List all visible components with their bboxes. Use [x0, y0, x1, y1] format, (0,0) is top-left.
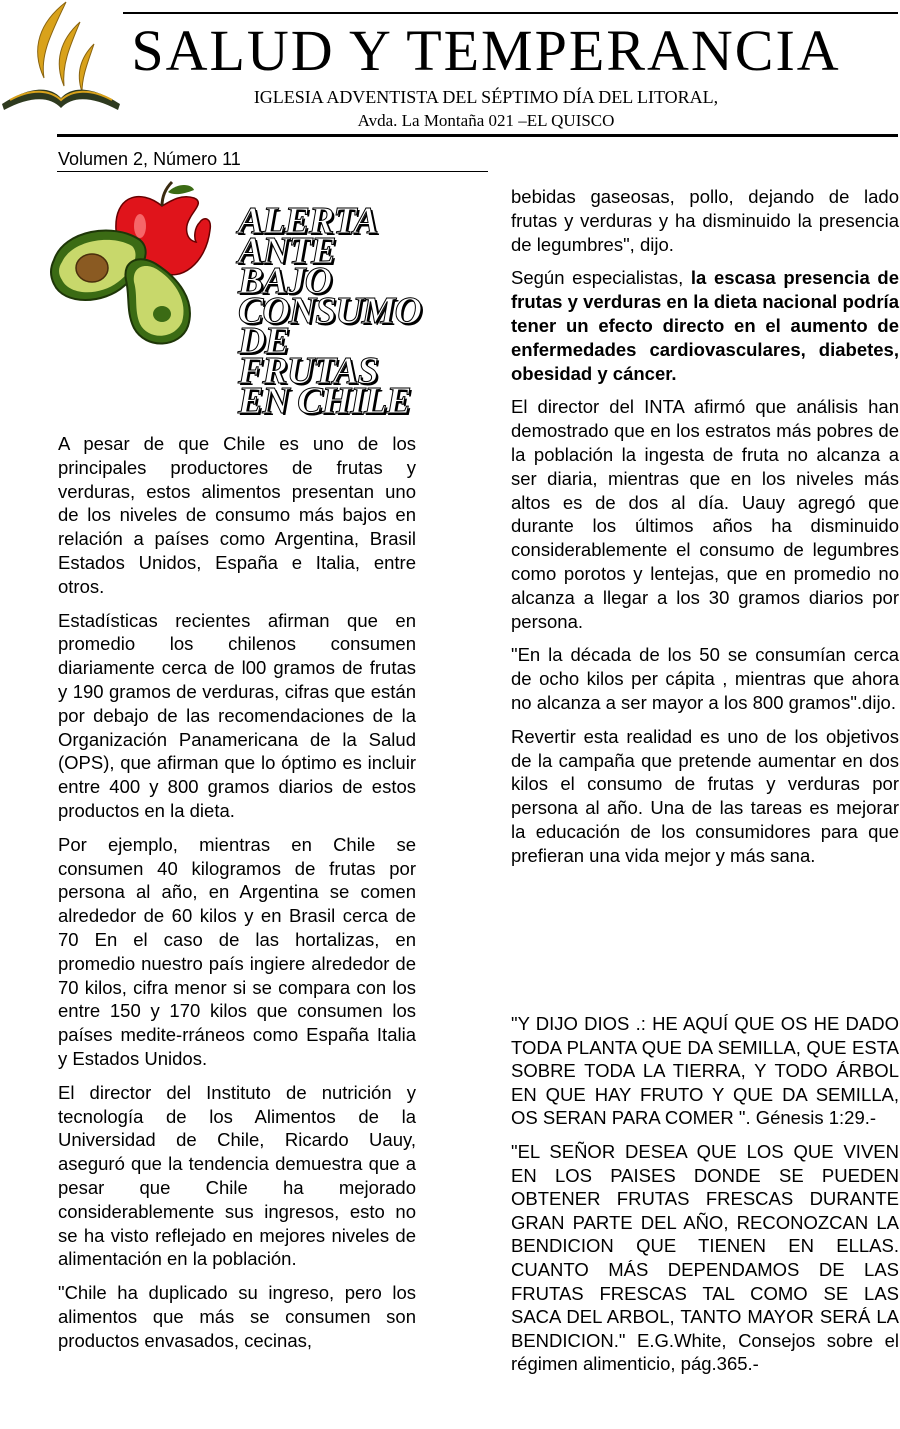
- article-paragraph: bebidas gaseosas, pollo, dejando de lado frutas y verduras y ha disminuido la presencia de legumbres", dijo.: [511, 186, 899, 255]
- article-paragraph: A pesar de que Chile es uno de los principales productores de frutas y verduras, estos alimentos presentan uno de los niveles de consumo más bajos en relación a países como Argentina, Brasil Estados Unidos, España e Italia, entre otros.: [58, 433, 416, 597]
- article-paragraph: [511, 266, 899, 385]
- church-address: Avda. La Montaña 021 –EL QUISCO: [357, 111, 615, 130]
- headline-line: FRUTAS: [238, 350, 378, 392]
- article-paragraph: El director del INTA afirmó que análisis han demostrado que en los estratos más pobres de la población la ingesta de fruta no alcanza a ser diaria, mientras que en los niveles más altos es de dos al día. Uauy agregó que durante los últimos años ha disminuido considerablemente el consumo de legumbres como porotos y lentejas, que en promedio no alcanza a llegar a los 30 gramos diarios por persona.: [511, 396, 899, 632]
- article-paragraph: Estadísticas recientes afirman que en promedio los chilenos consumen diariamente cerca de l00 gramos de frutas y 190 gramos de verduras, cifras que están por debajo de las recomendaciones de la Organización Panamericana de la Salud (OPS), que afirman que lo óptimo es incluir entre 400 y 800 gramos diarios de estos productos en la dieta.: [58, 609, 416, 821]
- adventist-flame-bible-logo-icon: [0, 0, 122, 115]
- bold-emphasis: la escasa presencia de frutas y verduras en la dieta nacional podría tener un efecto directo en el aumento de enfermedades cardiovasculares, diabetes, obesidad y cáncer.: [511, 267, 899, 384]
- article-paragraph: Por ejemplo, mientras en Chile se consumen 40 kilogramos de frutas por persona al año, en Argentina se comen alrededor de 60 kilos y en Brasil cerca de 70 En el caso de las hortalizas, en promedio nuestro país ingiere alrededor de 70 kilos, cifra menor si se compara con los entre 150 y 170 kilos que consumen los países medite-rráneos como España Italia y Estados Unidos.: [58, 833, 416, 1069]
- article-paragraph: "Chile ha duplicado su ingreso, pero los alimentos que más se consumen son productos envasados, cecinas,: [58, 1282, 416, 1351]
- article-paragraph: "En la década de los 50 se consumían cerca de ocho kilos per cápita , mientras que ahora no alcanza a ser mayor a los 800 gramos".dijo.: [511, 644, 899, 713]
- article-paragraph: Revertir esta realidad es uno de los objetivos de la campaña que pretende aumentar en dos kilos el consumo de frutas y verduras por persona al año. Una de las tareas es mejorar la educación de los consumidores para que prefieran una vida mejor y más sana.: [511, 725, 899, 866]
- quotes-block: [511, 1012, 899, 1386]
- headline-line: BAJO: [238, 260, 332, 302]
- bible-quote: "Y DIJO DIOS .: HE AQUÍ QUE OS HE DADO TODA PLANTA QUE DA SEMILLA, QUE ESTA SOBRE TODA LA TIERRA, Y TODO ÁRBOL EN QUE HAY FRUTO Y QUE DA SEMILLA, OS SERAN PARA COMER ". Génesis 1:29.-: [511, 1013, 899, 1129]
- header-bottom-rule: [57, 134, 898, 137]
- header-top-rule: [123, 12, 898, 14]
- headline-line: ANTE: [238, 230, 336, 272]
- article-headline: [238, 200, 478, 422]
- headline-line: ALERTA: [238, 200, 378, 242]
- article-left-column: [58, 432, 416, 1362]
- article-right-column: [511, 185, 899, 878]
- headline-line: EN CHILE: [238, 380, 411, 422]
- headline-line: DE: [238, 320, 289, 362]
- white-quote: "EL SEÑOR DESEA QUE LOS QUE VIVEN EN LOS PAISES DONDE SE PUEDEN OBTENER FRUTAS FRESCAS DURANTE GRAN PARTE DEL AÑO, RECONOZCAN LA BENDICION QUE TIENEN EN ELLAS. CUANTO MÁS DEPENDAMOS DE LAS FRUTAS FRESCAS TAL COMO SE LAS SACA DEL ARBOL, TANTO MAYOR SERÁ LA BENDICION." E.G.White, Consejos sobre el régimen alimenticio, pág.365.-: [511, 1140, 899, 1375]
- article-paragraph: El director del Instituto de nutrición y tecnología de los Alimentos de la Universidad de Chile, Ricardo Uauy, aseguró que la tendencia demuestra que a pesar que Chile ha mejorado considerablemente sus ingresos, esto no se ha visto reflejado en mejores niveles de alimentación en la población.: [58, 1081, 416, 1270]
- headline-line: CONSUMO: [238, 290, 422, 332]
- paragraph-intro: Según especialistas,: [511, 267, 691, 289]
- apple-avocado-clipart-icon: [44, 178, 224, 363]
- newsletter-title: SALUD Y TEMPERANCIA: [131, 18, 841, 83]
- issue-label: Volumen 2, Número 11: [58, 149, 241, 169]
- issue-underline: [57, 171, 488, 172]
- church-name: IGLESIA ADVENTISTA DEL SÉPTIMO DÍA DEL LITORAL,: [253, 87, 719, 107]
